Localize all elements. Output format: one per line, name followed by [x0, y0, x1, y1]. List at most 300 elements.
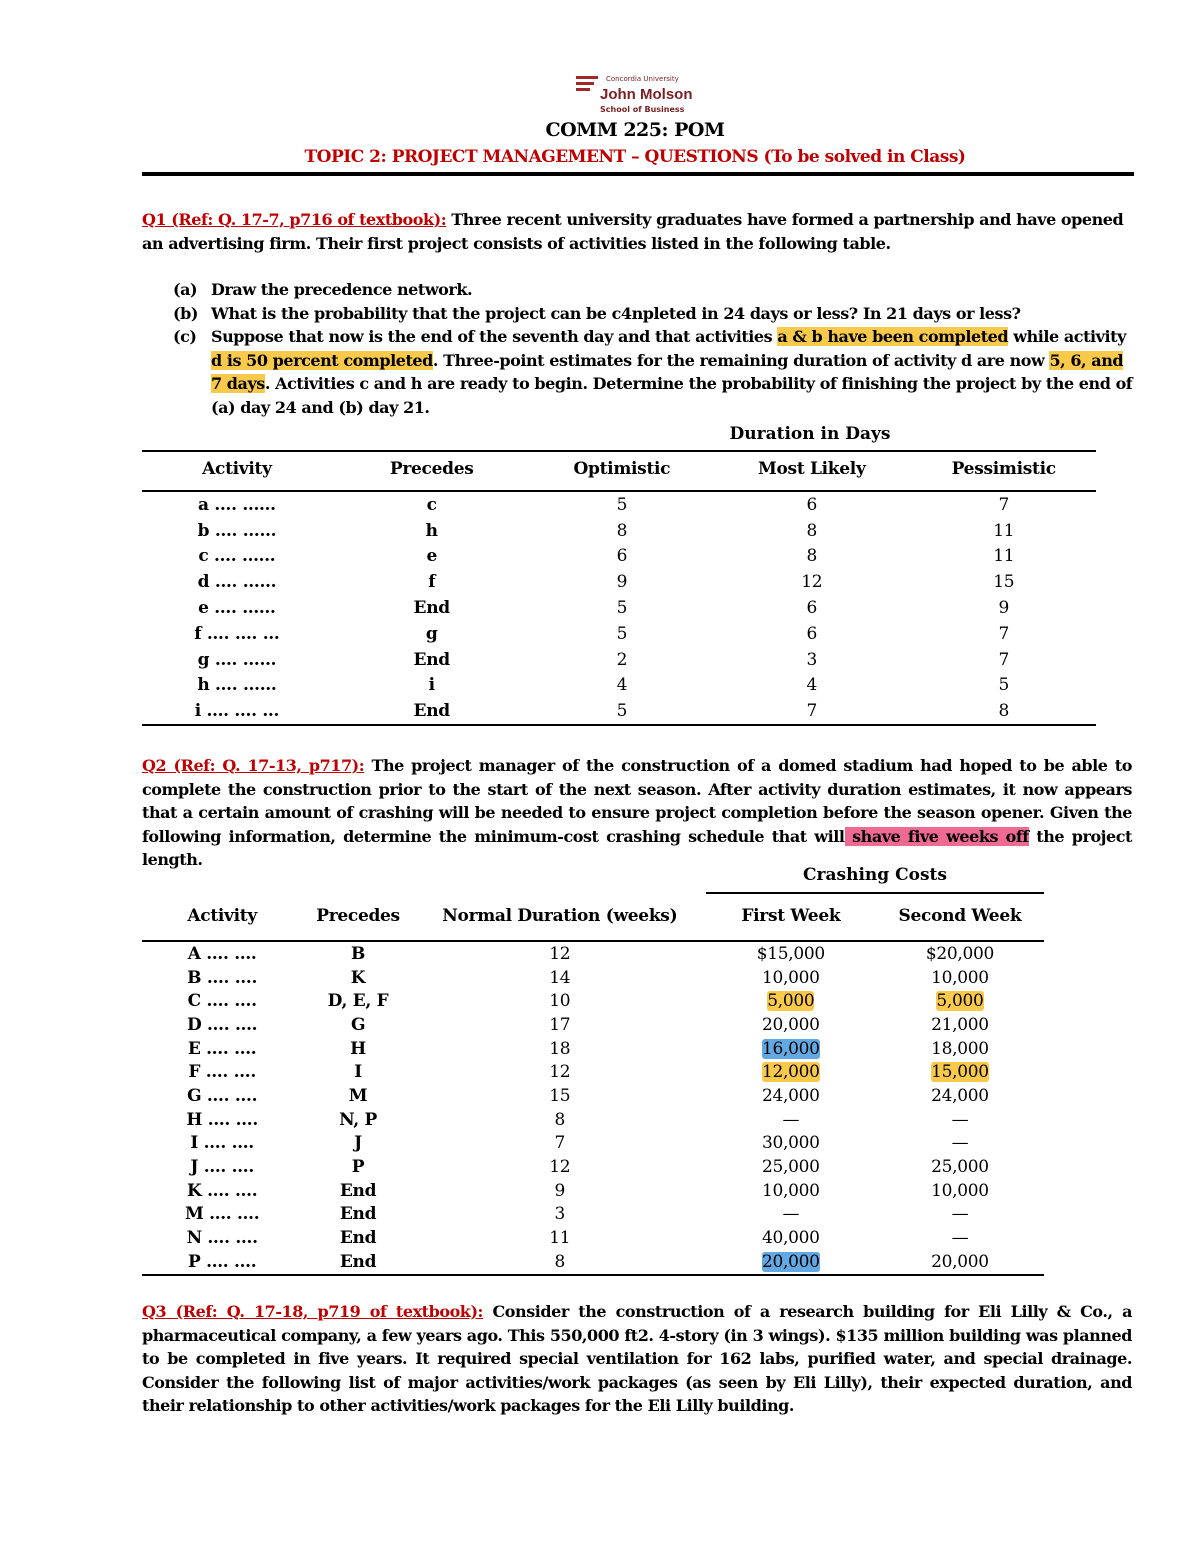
q1-table-row: [142, 647, 1096, 673]
q1-part-c-highlight-2: d is 50 percent completed: [211, 350, 433, 370]
q2-text-2: the project length.: [142, 826, 1132, 869]
q1-cell-value: 4: [806, 675, 818, 696]
q2-cell-value: P: [351, 1157, 365, 1178]
q2-table-row: [142, 1084, 1044, 1108]
q2-col-normal-duration: Normal Duration (weeks): [414, 892, 706, 941]
q1-table-row: [142, 569, 1096, 595]
q2-cell-value: N …. ….: [186, 1228, 258, 1249]
q2-cell-value: 12: [549, 1062, 571, 1083]
q1-activity-table: [142, 448, 1096, 726]
q1-cell-value: 9: [616, 572, 628, 593]
q2-cell-value: End: [339, 1180, 377, 1201]
q1-cell-value: d …. ……: [197, 572, 277, 593]
q2-cell-value: 12: [549, 1157, 571, 1178]
q2-cell-value: 3: [554, 1204, 566, 1225]
q1-col-most-likely: Most Likely: [712, 448, 911, 491]
q1-part-c-highlight-3: 5, 6, and 7 days: [211, 350, 1124, 393]
q1-table-row: [142, 544, 1096, 570]
q2-cell-value: 15: [549, 1085, 571, 1106]
q1-cell-value: 8: [998, 701, 1009, 722]
q1-cell-value: c …. ……: [198, 546, 276, 567]
q2-cell: [414, 1037, 706, 1061]
q2-cell-value: G: [350, 1014, 366, 1035]
q2-cell-value: 25,000: [931, 1157, 989, 1178]
q2-cell: [302, 1084, 414, 1108]
q1-table-row: [142, 673, 1096, 699]
q2-cell-value: 30,000: [762, 1133, 820, 1154]
q2-cell: [302, 1155, 414, 1179]
q1-cell-value: b …. ……: [197, 520, 277, 541]
q2-cell-value: P …. ….: [187, 1251, 257, 1272]
q2-cell: [302, 1108, 414, 1132]
q1-cell: [532, 544, 712, 570]
q2-cell: [876, 1250, 1044, 1275]
q1-part-a-text: Draw the precedence network.: [211, 280, 473, 299]
q1-cell-value: g: [425, 623, 438, 644]
q2-cell-value: C …. ….: [187, 991, 257, 1012]
q2-table-row: [142, 989, 1044, 1013]
q2-cell-value: End: [339, 1228, 377, 1249]
q1-part-b-label: (b): [173, 303, 198, 323]
q2-cell: [876, 1108, 1044, 1132]
q2-cell: [414, 1108, 706, 1132]
q2-cell: [876, 1155, 1044, 1179]
q2-cell-value: —: [951, 1109, 969, 1130]
q1-cell-value: 7: [998, 649, 1009, 670]
q1-cell: [712, 698, 911, 725]
q2-cell-value: D …. ….: [186, 1014, 258, 1035]
q2-cell-value: 20,000: [931, 1251, 989, 1272]
q1-cell: [712, 569, 911, 595]
q2-cell: [142, 1108, 302, 1132]
q2-crashing-header: Crashing Costs: [803, 865, 947, 885]
q2-cell: [876, 1226, 1044, 1250]
q2-cell-value: 8: [554, 1251, 566, 1272]
q1-cell: [532, 698, 712, 725]
q1-part-c-label: (c): [173, 327, 197, 346]
q2-cell: [876, 1203, 1044, 1227]
q1-cell-value: 8: [806, 546, 818, 567]
q1-part-a: [173, 278, 1133, 302]
q2-cell-value: H …. ….: [186, 1109, 258, 1130]
q1-table-row: [142, 595, 1096, 621]
q1-cell: [911, 569, 1096, 595]
q2-cell-value: K …. ….: [186, 1180, 258, 1201]
q1-table-row: [142, 621, 1096, 647]
q2-ref: Q2 (Ref: Q. 17-13, p717):: [142, 756, 365, 775]
q1-cell: [712, 647, 911, 673]
q2-cell: [876, 989, 1044, 1013]
q2-table-row: [142, 1013, 1044, 1037]
q2-cell-value: 10,000: [931, 1180, 989, 1201]
university-logo: [574, 72, 704, 118]
q1-cell: [142, 673, 332, 699]
q2-cell-value: 12,000: [762, 1062, 820, 1083]
q2-cell: [706, 1203, 876, 1227]
q1-cell: [532, 621, 712, 647]
q2-cell-value: 18,000: [931, 1038, 989, 1059]
q1-cell: [142, 698, 332, 725]
q1-cell: [911, 518, 1096, 544]
q1-cell: [142, 544, 332, 570]
q2-cell-value: 5,000: [767, 991, 815, 1012]
q1-cell-value: End: [413, 649, 450, 670]
q2-cell-value: End: [339, 1251, 377, 1272]
q1-cell-value: f …. …. …: [194, 623, 280, 644]
q1-part-c: [173, 325, 1133, 419]
q2-cell: [876, 1013, 1044, 1037]
q1-parts: [173, 278, 1133, 419]
q1-cell: [332, 647, 532, 673]
q2-table-row: [142, 1060, 1044, 1084]
q1-cell: [332, 518, 532, 544]
q2-table-row: [142, 1155, 1044, 1179]
q1-cell: [142, 621, 332, 647]
course-title: COMM 225: POM: [545, 119, 725, 141]
q2-cell-value: D, E, F: [327, 991, 389, 1012]
q2-cell: [706, 1037, 876, 1061]
q2-table-header-row: [142, 892, 1044, 941]
q2-cell: [706, 989, 876, 1013]
q1-cell-value: 15: [993, 572, 1015, 593]
q2-cell-value: End: [339, 1204, 377, 1225]
q2-cell-value: —: [782, 1109, 800, 1130]
q1-cell-value: 6: [806, 623, 818, 644]
q2-cell: [876, 1179, 1044, 1203]
q2-cell: [414, 1084, 706, 1108]
q2-cell: [876, 1060, 1044, 1084]
q1-cell: [712, 544, 911, 570]
q2-cell: [706, 1179, 876, 1203]
q2-cell-value: J: [354, 1133, 362, 1154]
q2-cell: [706, 966, 876, 990]
q2-cell-value: 10: [549, 991, 571, 1012]
q2-cell-value: M …. ….: [184, 1204, 260, 1225]
q1-cell-value: h: [425, 520, 438, 541]
q2-cell: [414, 1179, 706, 1203]
q2-cell: [414, 1226, 706, 1250]
q2-cell-value: 10,000: [762, 1180, 820, 1201]
q2-cell-value: 15,000: [931, 1062, 989, 1083]
q2-cell-value: $20,000: [925, 943, 995, 964]
q2-cell: [414, 1155, 706, 1179]
q1-cell-value: e: [426, 546, 437, 567]
q1-cell: [911, 595, 1096, 621]
q2-cell: [876, 1084, 1044, 1108]
q2-cell-value: 18: [549, 1038, 571, 1059]
q1-cell: [712, 491, 911, 518]
q1-cell: [332, 491, 532, 518]
q1-cell: [332, 595, 532, 621]
q1-cell: [332, 673, 532, 699]
q1-col-precedes: Precedes: [332, 448, 532, 491]
q1-cell: [911, 544, 1096, 570]
q1-table-row: [142, 491, 1096, 518]
q2-cell: [142, 1084, 302, 1108]
q2-cell-value: 9: [554, 1180, 566, 1201]
q1-cell-value: 5: [616, 598, 628, 619]
q1-cell: [142, 491, 332, 518]
q1-cell: [712, 518, 911, 544]
q2-cell-value: 16,000: [762, 1038, 820, 1059]
q2-cell-value: 20,000: [762, 1251, 820, 1272]
q1-cell: [532, 491, 712, 518]
q1-cell: [142, 647, 332, 673]
q1-ref: Q1 (Ref: Q. 17-7, p716 of textbook):: [142, 210, 447, 229]
q1-cell-value: 5: [616, 701, 628, 722]
q2-cell: [706, 1060, 876, 1084]
q2-cell-value: J …. ….: [190, 1157, 254, 1178]
q2-table-body: [142, 941, 1044, 1275]
q2-cell: [414, 1060, 706, 1084]
q2-cell: [302, 1203, 414, 1227]
q1-table-body: [142, 491, 1096, 725]
q1-cell: [142, 518, 332, 544]
q1-cell: [911, 673, 1096, 699]
q1-part-c-text-3: . Three-point estimates for the remaining duration of activity d are now: [432, 350, 1050, 370]
q1-col-pessimistic: Pessimistic: [911, 448, 1096, 491]
q2-text-1: The project manager of the construction of a domed stadium had hoped to be able to complete the construction prior to the start of the next season. After activity duration estimates, it now appears that a certain amount of crashing will be needed to ensure project completion before the season opener. Given the following information, determine the minimum-cost crashing schedule that will: [142, 756, 1132, 846]
q1-cell: [911, 647, 1096, 673]
q1-cell: [911, 491, 1096, 518]
q2-cell: [142, 966, 302, 990]
q2-cell-value: 12: [549, 943, 571, 964]
q1-table-header-row: [142, 448, 1096, 491]
q1-cell-value: 6: [806, 598, 818, 619]
q2-cell-value: —: [782, 1204, 800, 1225]
q1-cell-value: e …. ……: [198, 598, 276, 619]
q1-cell-value: 5: [998, 675, 1009, 696]
q2-cell: [414, 989, 706, 1013]
q2-cell-value: —: [951, 1204, 969, 1225]
q2-table-row: [142, 1132, 1044, 1156]
q1-cell-value: i: [428, 675, 435, 696]
q2-cell-value: 24,000: [931, 1085, 989, 1106]
q1-cell: [332, 544, 532, 570]
q1-cell: [712, 621, 911, 647]
topic-title: TOPIC 2: PROJECT MANAGEMENT – QUESTIONS (To be solved in Class): [304, 147, 966, 167]
q1-cell-value: h …. ……: [197, 675, 277, 696]
q1-cell-value: a …. ……: [198, 494, 276, 515]
q1-part-a-label: (a): [173, 280, 198, 299]
q1-cell-value: 4: [616, 675, 628, 696]
q1-table-row: [142, 518, 1096, 544]
q1-cell-value: 6: [806, 494, 818, 515]
q2-cell: [706, 1250, 876, 1275]
q1-cell-value: 5: [616, 494, 628, 515]
q2-cell: [302, 1060, 414, 1084]
q1-cell: [911, 621, 1096, 647]
q2-cell: [414, 1203, 706, 1227]
q1-intro: [142, 208, 1132, 255]
q3-text: Consider the construction of a research building for Eli Lilly & Co., a pharmaceutical company, a few years ago. This 550,000 ft2. 4-story (in 3 wings). $135 million building was planned to be completed in five years. It required special ventilation for 162 labs, purified water, and special drainage. Consider the following list of major activities/work packages (as seen by Eli Lilly), their expected duration, and their relationship to other activities/work packages for the Eli Lilly building.: [142, 1302, 1133, 1415]
q2-cell: [142, 1060, 302, 1084]
q2-cell: [414, 1250, 706, 1275]
q2-cell: [706, 1132, 876, 1156]
q2-cell: [142, 941, 302, 966]
q2-cell: [706, 1108, 876, 1132]
q2-cell: [876, 1037, 1044, 1061]
q2-cell-value: E …. ….: [187, 1038, 257, 1059]
q1-cell: [712, 673, 911, 699]
q2-cell-value: 10,000: [931, 967, 989, 988]
q2-cell-value: —: [951, 1133, 969, 1154]
q1-table-row: [142, 698, 1096, 725]
logo-line-1: Concordia University: [606, 75, 679, 83]
q1-cell-value: 11: [993, 546, 1015, 567]
q2-cell: [302, 966, 414, 990]
q2-cell: [302, 941, 414, 966]
q1-cell: [532, 518, 712, 544]
q2-cell: [706, 1226, 876, 1250]
q2-cell-value: H: [350, 1038, 366, 1059]
q1-part-c-highlight-1: a & b have been completed: [777, 327, 1009, 346]
q1-cell-value: 5: [616, 623, 628, 644]
q1-cell-value: 7: [806, 701, 818, 722]
q2-cell-value: 25,000: [762, 1157, 820, 1178]
q1-part-c-text-1: Suppose that now is the end of the seventh day and that activities: [211, 327, 778, 346]
q2-cell-value: A …. ….: [187, 943, 257, 964]
q1-cell-value: 8: [806, 520, 818, 541]
q2-cell-value: 7: [554, 1133, 566, 1154]
q2-cell-value: 17: [549, 1014, 571, 1035]
q2-col-activity: Activity: [142, 892, 302, 941]
q2-cell-value: 40,000: [762, 1228, 820, 1249]
q2-cell-value: F …. ….: [188, 1062, 256, 1083]
q1-cell: [532, 595, 712, 621]
q2-cell: [142, 1250, 302, 1275]
q2-cell-value: B: [351, 943, 366, 964]
q2-cell-value: B …. ….: [187, 967, 258, 988]
q2-cell: [302, 1226, 414, 1250]
q1-cell: [142, 569, 332, 595]
q1-cell: [332, 569, 532, 595]
q2-table-row: [142, 1250, 1044, 1275]
q1-cell: [712, 595, 911, 621]
q2-table-row: [142, 1203, 1044, 1227]
q2-cell-value: 5,000: [936, 991, 984, 1012]
q2-col-precedes: Precedes: [302, 892, 414, 941]
q1-col-activity: Activity: [142, 448, 332, 491]
q1-cell-value: 7: [998, 494, 1009, 515]
q2-cell: [142, 1203, 302, 1227]
q1-cell: [142, 595, 332, 621]
q2-cell: [302, 1250, 414, 1275]
q2-cell-value: M: [348, 1085, 368, 1106]
q1-cell-value: 6: [616, 546, 628, 567]
logo-line-2: John Molson: [600, 86, 693, 103]
q2-cell: [706, 1155, 876, 1179]
q1-cell-value: 3: [806, 649, 818, 670]
q1-part-b: [173, 302, 1133, 326]
q1-cell: [532, 673, 712, 699]
q2-table-row: [142, 941, 1044, 966]
q2-cell-value: N, P: [339, 1109, 377, 1130]
q2-cell: [414, 966, 706, 990]
q2-cell-value: G …. ….: [187, 1085, 258, 1106]
q2-table-row: [142, 966, 1044, 990]
q1-cell: [532, 569, 712, 595]
q1-duration-header: Duration in Days: [729, 424, 891, 444]
q2-table-row: [142, 1226, 1044, 1250]
q2-cell: [142, 1155, 302, 1179]
q2-cell: [142, 1179, 302, 1203]
q2-cell: [414, 1132, 706, 1156]
q2-cell-value: 20,000: [762, 1014, 820, 1035]
q3-intro: [142, 1300, 1132, 1418]
q2-table-row: [142, 1037, 1044, 1061]
q2-cell: [142, 1037, 302, 1061]
q2-cell: [876, 941, 1044, 966]
q1-cell-value: 7: [998, 623, 1009, 644]
q1-cell-value: 2: [616, 649, 628, 670]
q2-cell-value: 10,000: [762, 967, 820, 988]
q2-cell: [142, 1226, 302, 1250]
q2-cell: [414, 941, 706, 966]
q2-cell-value: $15,000: [756, 943, 825, 964]
q2-cell-value: K: [350, 967, 366, 988]
q2-col-second-week: Second Week: [876, 892, 1044, 941]
q1-cell-value: End: [413, 701, 450, 722]
q2-cell: [302, 1037, 414, 1061]
q1-col-optimistic: Optimistic: [532, 448, 712, 491]
q2-table-row: [142, 1179, 1044, 1203]
q2-cell: [142, 1132, 302, 1156]
q3-ref: Q3 (Ref: Q. 17-18, p719 of textbook):: [142, 1302, 484, 1321]
q1-cell-value: 8: [616, 520, 628, 541]
q1-cell: [332, 698, 532, 725]
q1-cell-value: 12: [801, 572, 823, 593]
header-rule: [142, 172, 1134, 176]
q2-table-row: [142, 1108, 1044, 1132]
q2-intro: [142, 754, 1132, 872]
q2-cell: [142, 989, 302, 1013]
q1-cell-value: g …. ……: [197, 649, 277, 670]
q2-cell: [414, 1013, 706, 1037]
q2-cell: [302, 1132, 414, 1156]
q2-crashing-table: [142, 892, 1044, 1276]
q2-cell: [302, 1013, 414, 1037]
q2-cell: [142, 1013, 302, 1037]
q2-cell: [302, 1179, 414, 1203]
q2-cell-value: 21,000: [931, 1014, 989, 1035]
q2-cell-value: 24,000: [762, 1085, 820, 1106]
q1-cell-value: c: [426, 494, 437, 515]
q2-highlight: shave five weeks off: [844, 826, 1029, 846]
q1-cell: [532, 647, 712, 673]
q2-cell-value: I: [354, 1062, 362, 1083]
q2-cell-value: 14: [549, 967, 571, 988]
q1-cell: [911, 698, 1096, 725]
q2-cell-value: —: [951, 1228, 969, 1249]
q2-cell-value: I …. ….: [190, 1133, 254, 1154]
q2-cell: [876, 966, 1044, 990]
q1-cell: [332, 621, 532, 647]
q1-cell-value: f: [428, 572, 436, 593]
q1-intro-text: Three recent university graduates have formed a partnership and have opened an advertising firm. Their first project consists of activities listed in the following table.: [142, 210, 1124, 253]
q2-cell-value: 11: [549, 1228, 571, 1249]
q2-cell-value: 8: [554, 1109, 566, 1130]
q1-part-b-text: What is the probability that the project can be c4npleted in 24 days or less? In 21 days or less?: [211, 303, 1021, 323]
q1-part-c-text-4: . Activities c and h are ready to begin. Determine the probability of finishing the project by the end of (a) day 24 and (b) day 21.: [211, 374, 1133, 417]
q2-cell: [706, 1013, 876, 1037]
q1-cell-value: 9: [998, 598, 1009, 619]
q2-cell: [706, 1084, 876, 1108]
logo-line-3: School of Business: [600, 105, 685, 114]
q2-col-first-week: First Week: [706, 892, 876, 941]
q1-cell-value: i …. …. …: [194, 701, 280, 722]
q1-cell-value: End: [413, 598, 450, 619]
